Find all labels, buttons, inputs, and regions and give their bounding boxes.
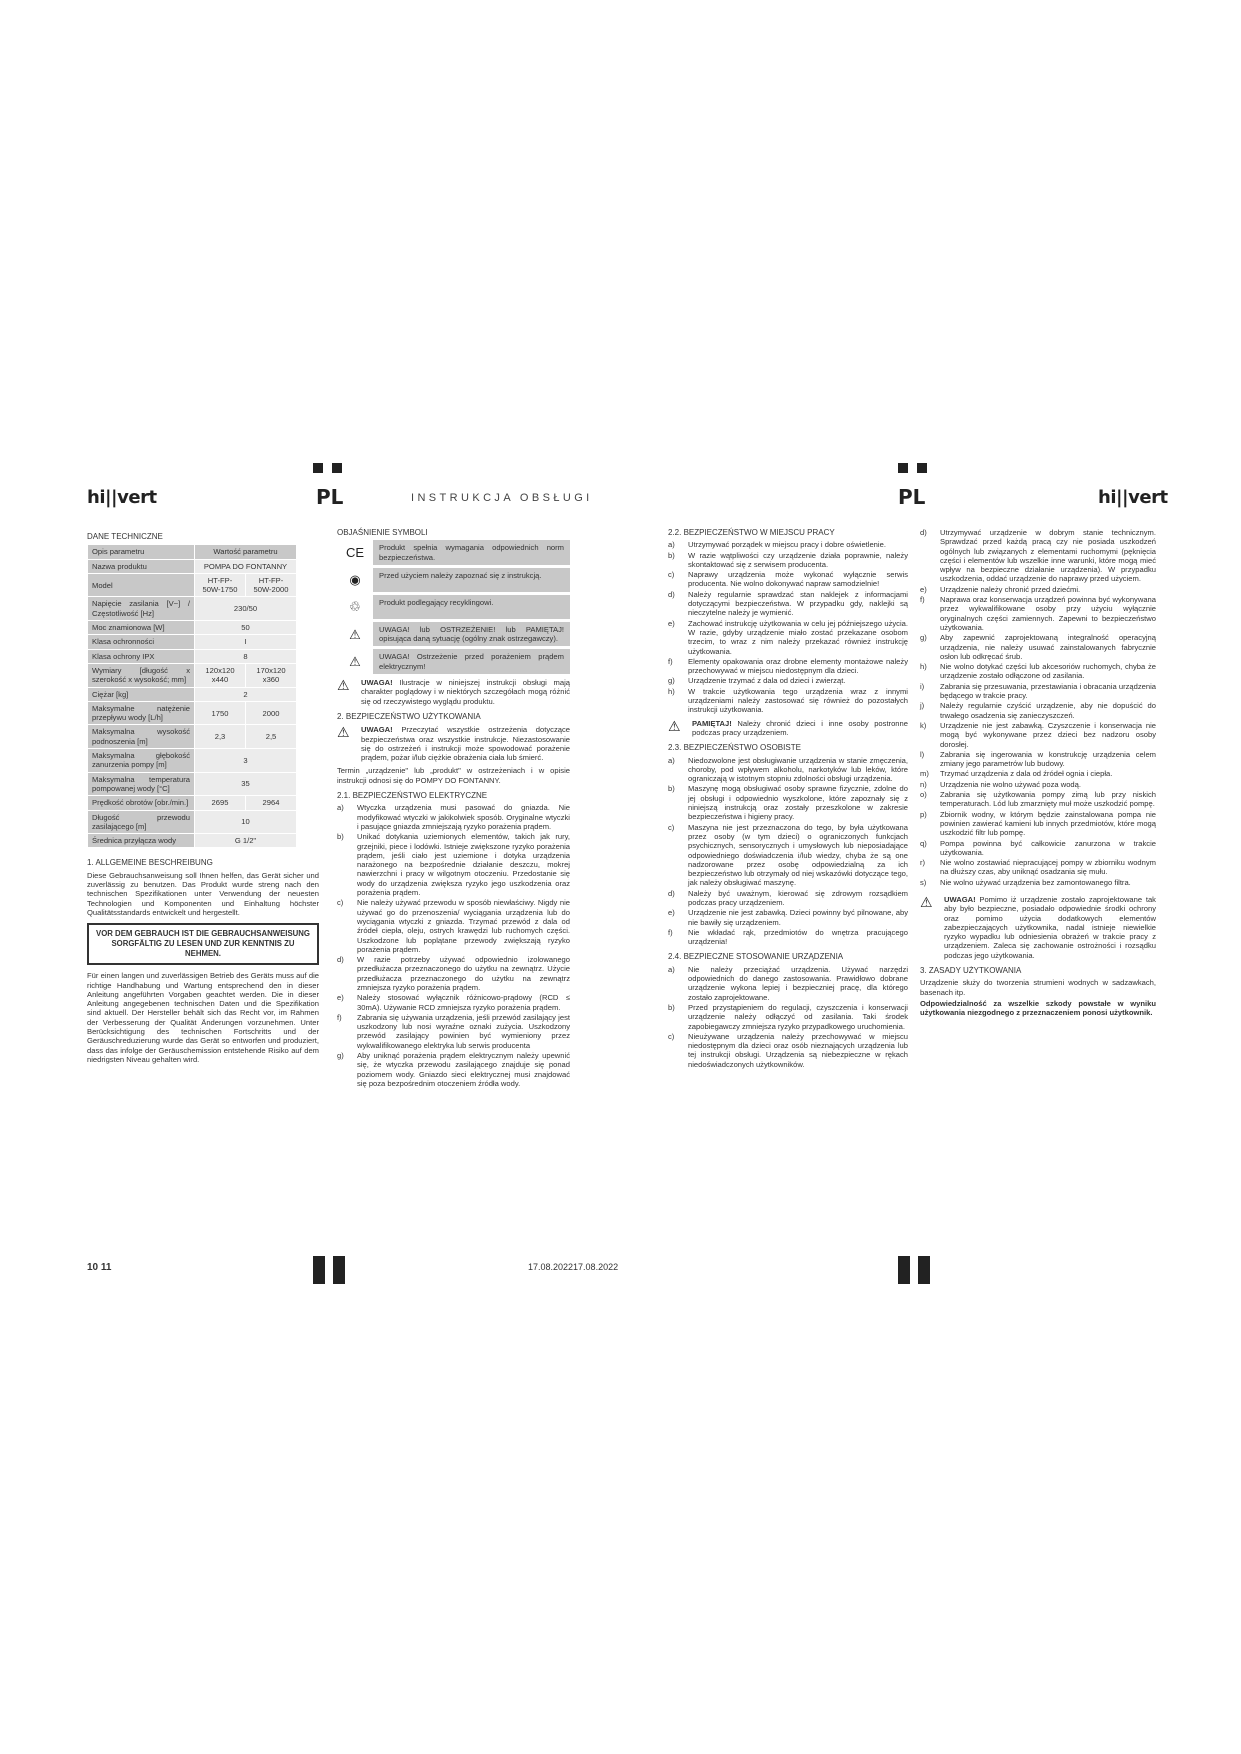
spec-row <box>88 796 297 810</box>
list-marker: n) <box>920 779 927 789</box>
remember-note <box>668 719 908 738</box>
symbol-text: Przed użyciem należy zapoznać się z instrukcją. <box>373 568 570 592</box>
list-item <box>920 682 1156 701</box>
list-item <box>668 1003 908 1031</box>
list-item <box>920 878 1156 887</box>
list-text: W razie wątpliwości czy urządzenie działa poprawnie, należy skontaktować się z serwisem producenta. <box>688 550 908 569</box>
list-item <box>668 570 908 589</box>
spec-value: HT-FP-50W-1750 <box>195 573 246 597</box>
list-marker: a) <box>668 755 675 765</box>
list-marker: g) <box>920 633 927 643</box>
symbol-icon: ◉ <box>349 572 361 588</box>
list-marker: o) <box>920 790 927 800</box>
list-text: Urządzenia nie wolno używać poza wodą. <box>940 779 1081 789</box>
spec-row <box>88 649 297 663</box>
spec-param: Klasa ochrony IPX <box>88 649 195 663</box>
list-marker: b) <box>337 832 344 842</box>
spec-header-value: Wartość parametru <box>195 545 297 559</box>
de-warning-box: VOR DEM GEBRAUCH IST DIE GEBRAUCHSANWEISUNG SORGFÄLTIG ZU LESEN UND ZUR KENNTNIS ZU NEHMEN. <box>87 923 319 965</box>
symbol-list <box>337 540 570 674</box>
spec-value: 170x120 x360 <box>246 663 297 687</box>
list-item <box>668 1032 908 1069</box>
list-marker: g) <box>668 676 675 686</box>
list-text: W trakcie użytkowania tego urządzenia wraz z innymi urządzeniami należy zastosować się również do pozostałych instrukcji użytkowania. <box>688 686 908 715</box>
list-marker: d) <box>668 888 675 898</box>
spec-value: 2,3 <box>195 725 246 749</box>
list-marker: f) <box>668 656 673 666</box>
list-marker: r) <box>920 858 926 868</box>
list-item <box>337 1013 570 1050</box>
illustration-warning <box>337 678 570 706</box>
list-item <box>668 889 908 908</box>
symbol-row <box>337 622 570 647</box>
footer-bar <box>333 1256 345 1284</box>
de-paragraph-1: Diese Gebrauchsanweisung soll Ihnen helfen, das Gerät sicher und zuverlässig zu benutzen. Das Produkt wurde streng nach den technischen Spezifikationen unter Verwendung der neuesten Technologien und Komponenten und Einhaltung höchster Qualitätsstandards entwickelt und hergestellt. <box>87 870 319 917</box>
list-text: Należy być uważnym, kierować się zdrowym rozsądkiem podczas pracy urządzeniem. <box>688 888 908 907</box>
spec-value: 2000 <box>246 701 297 725</box>
list-marker: e) <box>668 908 675 918</box>
list-marker: i) <box>920 681 925 691</box>
list-text: Nie wolno dotykać części lub akcesoriów ruchomych, chyba że urządzenie zostało odłączone od zasilania. <box>940 662 1156 681</box>
spec-row <box>88 597 297 621</box>
list-text: Aby uniknąć porażenia prądem elektrycznym należy upewnić się, że wtyczka przewodu zasilającego znajduje się ponad poziomem wody. Gniazdo sieci elektrycznej musi znajdować się poza bezpośrednim otoczeniem źródła wody. <box>357 1051 570 1088</box>
list-text: Nie należy używać przewodu w sposób niewłaściwy. Nigdy nie używać go do przenoszenia/ wyciągania urządzenia lub do wyciągania wtyczki z gniazda. Trzymać przewód z dala od źródeł ciepła, oleju, ostrych krawędzi lub ruchomych części. Uszkodzone lub poplątane przewody zwiększają ryzyko porażenia prądem. <box>357 898 570 954</box>
column-4 <box>920 528 1156 1020</box>
section-title-personal: 2.3. BEZPIECZEŃSTWO OSOBISTE <box>668 743 801 753</box>
spec-value: 2964 <box>246 796 297 810</box>
spec-param: Maksymalne natężenie przepływu wody [L/h] <box>88 701 195 725</box>
list-item <box>668 965 908 1002</box>
list-marker: a) <box>668 540 675 550</box>
list-item <box>920 769 1156 778</box>
symbol-icon: ⚠ <box>349 626 361 642</box>
list-marker: q) <box>920 838 927 848</box>
list-marker: a) <box>668 964 675 974</box>
list-text: Nieużywane urządzenia należy przechowywać w miejscu niedostępnym dla dzieci oraz osób nieznających urządzenia lub tej instrukcji obsługi. Urządzenia są niebezpieczne w rękach niedoświadczonych użytkowników. <box>688 1031 908 1069</box>
illustration-warning-text: UWAGA! Ilustracje w niniejszej instrukcji obsługi mają charakter poglądowy i w niektórych szczegółach mogą różnić się od rzeczywistego wyglądu produktu. <box>361 678 570 706</box>
spec-row <box>88 559 297 573</box>
section-title-symbols: OBJAŚNIENIE SYMBOLI <box>337 528 428 537</box>
list-text: Należy regularnie sprawdzać stan naklejek z informacjami dotyczącymi bezpieczeństwa. W przypadku gdy, naklejki są nieczytelne należy je wymienić. <box>688 589 908 618</box>
corner-square <box>313 463 323 473</box>
list-text: Zabrania się ingerowania w konstrukcję urządzenia celem zmiany jego parametrów lub budowy. <box>940 749 1156 769</box>
list-marker: e) <box>337 993 344 1003</box>
list-item <box>920 780 1156 789</box>
list-marker: e) <box>920 584 927 594</box>
footer-bar <box>898 1256 910 1284</box>
spec-param: Maksymalna temperatura pompowanej wody [°C] <box>88 772 195 796</box>
list-text: Unikać dotykania uziemionych elementów, takich jak rury, grzejniki, piece i lodówki. Istnieje zwiększone ryzyko porażenia prądem, jeśli ciało jest uziemione i dotyka urządzenia narażonego na bezpośrednie działanie deszczu, mokrej nawierzchni i pracy w wilgotnym otoczeniu. Przedostanie się wody do urządzenia zwiększa ryzyko jego uszkodzenia oraz porażenia prądem. <box>357 832 570 898</box>
list-item <box>920 662 1156 681</box>
list-marker: b) <box>668 784 675 794</box>
list-item <box>920 790 1156 809</box>
spec-param: Ciężar [kg] <box>88 687 195 701</box>
spec-header-row <box>88 545 297 559</box>
de-paragraph-2: Für einen langen und zuverlässigen Betrieb des Geräts muss auf die richtige Handhabung und Wartung entsprechend den in dieser Anleitung angeführten Vorgaben geachtet werden. Die in dieser Anleitung angegebenen technischen Daten und die Spezifikation sind aktuell. Der Hersteller behält sich das Recht vor, im Rahmen der Verbesserung der Qualität Änderungen vorzunehmen. Unter Berücksichtigung des technischen Fortschritts und der Geräuschreduzierung wurde das Gerät so entworfen und produziert, dass das infolge der Geräuschemission entstehende Risiko auf dem niedrigsten Niveau gehalten wird. <box>87 971 319 1064</box>
list-text: Zabrania się używania urządzenia, jeśli przewód zasilający jest uszkodzony lub nosi wyraźne oznaki zużycia. Uszkodzony przewód zasilający powinien być wymieniony przez wykwalifikowanego elektryka lub serwis producenta <box>357 1012 570 1050</box>
list-marker: f) <box>337 1012 342 1022</box>
list-marker: k) <box>920 720 927 730</box>
spec-param: Maksymalna wysokość podnoszenia [m] <box>88 725 195 749</box>
list-item <box>920 839 1156 858</box>
personal-safety-list <box>668 756 908 947</box>
corner-square <box>898 463 908 473</box>
list-item <box>920 633 1156 661</box>
list-marker: j) <box>920 701 925 711</box>
corner-square <box>332 463 342 473</box>
list-item <box>668 908 908 927</box>
spec-param: Napięcie zasilania [V~] / Częstotliwość [Hz] <box>88 597 195 621</box>
footer-bar <box>918 1256 930 1284</box>
spec-row <box>88 749 297 773</box>
list-item <box>668 687 908 715</box>
list-text: Pompa powinna być całkowicie zanurzona w trakcie użytkowania. <box>940 838 1156 857</box>
column-3 <box>668 528 908 1070</box>
symbol-icon: ⚠ <box>349 654 361 670</box>
list-text: Maszynę mogą obsługiwać osoby sprawne fizycznie, zdolne do jej obsługi i odpowiednio wyszkolone, które zapoznały się z niniejszą instrukcją oraz zostały przeszkolone w zakresie bezpieczeństwa i higieny pracy. <box>688 784 908 822</box>
brand-logo-left: hi||vert <box>87 487 157 508</box>
list-item <box>920 721 1156 749</box>
list-item <box>668 540 908 549</box>
list-item <box>668 784 908 821</box>
warning-icon: ⚠ <box>337 677 350 694</box>
device-use-list-continued <box>920 528 1156 887</box>
list-text: Zachować instrukcję użytkowania w celu jej późniejszego użycia. W razie, gdyby urządzenie miało zostać przekazane osobom trzecim, to wraz z nim należy przekazać również instrukcję użytkowania. <box>688 618 908 656</box>
spec-value: 3 <box>195 749 297 773</box>
list-item <box>920 858 1156 877</box>
list-marker: f) <box>668 927 673 937</box>
spec-row <box>88 725 297 749</box>
list-item <box>668 619 908 656</box>
list-item <box>668 657 908 676</box>
list-item <box>920 701 1156 720</box>
device-use-list <box>668 965 908 1069</box>
symbol-row <box>337 568 570 592</box>
spec-value: 8 <box>195 649 297 663</box>
print-date: 17.08.202217.08.2022 <box>528 1262 619 1272</box>
spec-row <box>88 573 297 597</box>
spec-row <box>88 701 297 725</box>
list-text: Aby zapewnić zaprojektowaną integralność operacyjną urządzenia, nie należy usuwać zainstalowanych fabrycznie osłon lub odkręcać śrub. <box>940 633 1156 661</box>
list-text: Nie wolno używać urządzenia bez zamontowanego filtra. <box>940 877 1131 887</box>
list-item <box>668 551 908 570</box>
spec-param: Maksymalna głębokość zanurzenia pompy [m] <box>88 749 195 773</box>
spec-header-param: Opis parametru <box>88 545 195 559</box>
symbol-row <box>337 540 570 565</box>
list-marker: a) <box>337 803 344 813</box>
list-marker: s) <box>920 877 927 887</box>
list-text: Urządzenie należy chronić przed dziećmi. <box>940 584 1081 594</box>
spec-param: Klasa ochronności <box>88 635 195 649</box>
spec-param: Prędkość obrotów [obr./min.] <box>88 796 195 810</box>
spec-value: G 1/2" <box>195 834 297 848</box>
section-title-usage-rules: 3. ZASADY UŻYTKOWANIA <box>920 966 1022 976</box>
list-text: Przed przystąpieniem do regulacji, czyszczenia i konserwacji urządzenie należy odłączyć od zasilania. Taki środek zapobiegawczy zmniejsza ryzyko przypadkowego uruchomienia. <box>688 1002 908 1031</box>
list-marker: b) <box>668 550 675 560</box>
corner-square <box>917 463 927 473</box>
spec-value: 230/50 <box>195 597 297 621</box>
symbol-row <box>337 595 570 619</box>
column-2 <box>337 528 570 1089</box>
spec-row <box>88 663 297 687</box>
list-text: Urządzenie trzymać z dala od dzieci i zwierząt. <box>688 676 846 686</box>
spec-param: Model <box>88 573 195 597</box>
list-text: Naprawy urządzenia może wykonać wyłącznie serwis producenta. Nie wolno dokonywać napraw samodzielnie! <box>688 570 908 589</box>
list-item <box>337 898 570 954</box>
list-marker: c) <box>668 570 675 580</box>
language-code-left: PL <box>316 485 344 509</box>
spec-table <box>87 544 297 848</box>
list-text: Zbiornik wodny, w którym będzie zainstalowana pompa nie powinien zawierać kamieni lub innych przedmiotów, które mogą uszkodzić filtr lub pompę. <box>940 809 1156 838</box>
list-text: Zabrania się przesuwania, przestawiania i obracania urządzenia będącego w trakcie pracy. <box>940 681 1156 701</box>
spec-param: Nazwa produktu <box>88 559 195 573</box>
list-item <box>920 528 1156 584</box>
section-title-electrical: 2.1. BEZPIECZEŃSTWO ELEKTRYCZNE <box>337 791 488 801</box>
list-item <box>920 810 1156 838</box>
brand-logo-right: hi||vert <box>1098 487 1168 508</box>
remember-note-text: PAMIĘTAJ! Należy chronić dzieci i inne osoby postronne podczas pracy urządzeniem. <box>692 718 908 737</box>
list-item <box>668 676 908 685</box>
list-marker: b) <box>668 1002 675 1012</box>
list-text: Elementy opakowania oraz drobne elementy montażowe należy przechowywać w miejscu niedostępnym dla dzieci. <box>688 656 908 676</box>
list-marker: c) <box>668 822 675 832</box>
list-marker: p) <box>920 809 927 819</box>
list-text: Nie należy przeciążać urządzenia. Używać narzędzi odpowiednich do danego zastosowania. Prawidłowo dobrane urządzenie wykona lepiej i bezpieczniej pracę, dla którego zostało zaprojektowane. <box>688 964 908 1002</box>
list-item <box>668 823 908 888</box>
list-text: W razie potrzeby używać odpowiednio izolowanego przedłużacza przeznaczonego do użytku na zewnątrz. Użycie przedłużacza przeznaczonego do użytku na zewnątrz zmniejsza ryzyko porażenia prądem. <box>357 955 570 992</box>
list-item <box>668 928 908 947</box>
spec-row <box>88 635 297 649</box>
list-text: Wtyczka urządzenia musi pasować do gniazda. Nie modyfikować wtyczki w jakikolwiek sposób. Oryginalne wtyczki i pasujące gniazda zmniejszają ryzyko porażenia prądem. <box>357 803 570 831</box>
list-text: Utrzymywać urządzenie w dobrym stanie technicznym. Sprawdzać przed każdą pracą czy nie posiada uszkodzeń ogólnych lub związanych z elementami ruchomymi (pęknięcia części i elementów lub wszelkie inne warunki, które mogą mieć wpływ na bezpieczne działanie urządzenia). W przypadku uszkodzenia, oddać urządzenie do naprawy przed użyciem. <box>940 528 1156 584</box>
warning-icon: ⚠ <box>337 724 350 741</box>
list-item <box>337 993 570 1012</box>
symbol-icon: ♲ <box>349 599 361 615</box>
list-marker: d) <box>337 955 344 965</box>
spec-param: Wymiary [długość x szerokość x wysokość; mm] <box>88 663 195 687</box>
list-item <box>337 955 570 992</box>
symbol-text: UWAGA! Ostrzeżenie przed porażeniem prądem elektrycznym! <box>373 649 570 674</box>
section-title-specs: DANE TECHNICZNE <box>87 532 163 541</box>
section-title-device-use: 2.4. BEZPIECZNE STOSOWANIE URZĄDZENIA <box>668 952 844 962</box>
electrical-safety-list <box>337 803 570 1088</box>
list-item <box>920 750 1156 769</box>
section-title-usage-safety: 2. BEZPIECZEŃSTWO UŻYTKOWANIA <box>337 711 481 721</box>
spec-value: I <box>195 635 297 649</box>
spec-param: Moc znamionowa [W] <box>88 621 195 635</box>
spec-row <box>88 834 297 848</box>
spec-value: 2 <box>195 687 297 701</box>
spec-value: 50 <box>195 621 297 635</box>
list-item <box>920 585 1156 594</box>
list-marker: m) <box>920 769 929 779</box>
list-item <box>668 756 908 784</box>
symbol-row <box>337 649 570 674</box>
usage-rules-text: Urządzenie służy do tworzenia strumieni wodnych w sadzawkach, basenach itp. <box>920 978 1156 997</box>
spec-value: 120x120 x440 <box>195 663 246 687</box>
term-definition: Termin „urządzenie" lub „produkt" w ostrzeżeniach i w opisie instrukcji odnosi się do POMPY DO FONTANNY. <box>337 766 570 785</box>
list-text: Urządzenie nie jest zabawką. Dzieci powinny być pilnowane, aby nie bawiły się urządzeniem. <box>688 908 908 927</box>
usage-warning <box>337 725 570 762</box>
list-text: Trzymać urządzenia z dala od źródeł ognia i ciepła. <box>940 769 1113 779</box>
list-item <box>337 1051 570 1088</box>
list-marker: c) <box>668 1031 675 1041</box>
usage-warning-text: UWAGA! Przeczytać wszystkie ostrzeżenia dotyczące bezpieczeństwa oraz wszystkie instrukcje. Niezastosowanie się do ostrzeżeń i instrukcji może spowodować porażenie prądem, pożar i/lub ciężkie obrażenia ciała lub śmierć. <box>361 725 570 763</box>
spec-value: 2695 <box>195 796 246 810</box>
list-item <box>337 832 570 897</box>
residual-risk-warning-text: UWAGA! Pomimo iż urządzenie zostało zaprojektowane tak aby było bezpieczne, posiadało odpowiednie środki ochrony oraz pomimo użycia dodatkowych elementów zabezpieczających użytkownika, nadal istnieje niewielkie ryzyko wypadku lub odniesienia obrażeń w trakcie pracy z urządzeniem. Zaleca się zachowanie ostrożności i rozsądku podczas jego użytkowania. <box>944 894 1156 960</box>
list-text: Maszyna nie jest przeznaczona do tego, by była użytkowana przez osoby (w tym dzieci) o ograniczonych funkcjach psychicznych, sensorycznych i umysłowych lub nieposiadające odpowiedniego doświadczenia i/lub wiedzy, chyba że są one nadzorowane przez osobę odpowiedzialną za ich bezpieczeństwo lub otrzymały od niej wskazówki dotyczące tego, jak należy obsługiwać maszynę. <box>688 822 908 888</box>
symbol-text: Produkt spełnia wymagania odpowiednich norm bezpieczeństwa. <box>373 540 570 565</box>
section-title-workplace: 2.2. BEZPIECZEŃSTWO W MIEJSCU PRACY <box>668 528 835 537</box>
list-text: Naprawa oraz konserwacja urządzeń powinna być wykonywana przez wykwalifikowane osoby przy użyciu wyłącznie oryginalnych części zamiennych. Zapewni to bezpieczeństwo użytkowania. <box>940 595 1156 632</box>
page-numbers: 10 11 <box>87 1262 112 1273</box>
list-item <box>337 803 570 831</box>
spec-value: 1750 <box>195 701 246 725</box>
list-marker: c) <box>337 898 344 908</box>
symbol-icon: CE <box>345 544 365 560</box>
list-item <box>668 590 908 618</box>
list-marker: e) <box>668 618 675 628</box>
warning-icon: ⚠ <box>668 717 681 734</box>
footer-bar <box>313 1256 325 1284</box>
list-marker: l) <box>920 749 925 759</box>
list-text: Nie wkładać rąk, przedmiotów do wnętrza pracującego urządzenia! <box>688 927 908 947</box>
running-header: INSTRUKCJA OBSŁUGI <box>411 492 593 504</box>
spec-row <box>88 810 297 834</box>
warning-icon: ⚠ <box>920 893 933 910</box>
list-text: Niedozwolone jest obsługiwanie urządzenia w stanie zmęczenia, choroby, pod wpływem alkoholu, narkotyków lub leków, które ograniczają w istotnym stopniu zdolności obsługi urządzenia. <box>688 755 908 784</box>
spec-row <box>88 687 297 701</box>
list-marker: f) <box>920 595 925 605</box>
list-marker: h) <box>668 686 675 696</box>
liability-text: Odpowiedzialność za wszelkie szkody powstałe w wyniku użytkowania niezgodnego z przeznaczeniem ponosi użytkownik. <box>920 998 1156 1018</box>
spec-value: POMPA DO FONTANNY <box>195 559 297 573</box>
spec-value: 2,5 <box>246 725 297 749</box>
list-marker: d) <box>668 589 675 599</box>
symbol-text: UWAGA! lub OSTRZEŻENIE! lub PAMIĘTAJ! opisująca daną sytuację (ogólny znak ostrzegawczy). <box>373 622 570 647</box>
spec-row <box>88 621 297 635</box>
list-marker: h) <box>920 662 927 672</box>
list-text: Należy regularnie czyścić urządzenie, aby nie dopuścić do trwałego osadzenia się zanieczyszczeń. <box>940 701 1156 720</box>
symbol-text: Produkt podlegający recyklingowi. <box>373 595 570 619</box>
list-item <box>920 595 1156 632</box>
list-marker: d) <box>920 528 927 537</box>
list-text: Nie wolno zostawiać niepracującej pompy w zbiorniku wodnym na dłuższy czas, aby uniknąć osadzania się mułu. <box>940 858 1156 877</box>
list-marker: g) <box>337 1051 344 1061</box>
spec-row <box>88 772 297 796</box>
list-text: Zabrania się użytkowania pompy zimą lub przy niskich temperaturach. Lód lub zmarznięty muł może uszkodzić pompę. <box>940 790 1156 809</box>
spec-value: 10 <box>195 810 297 834</box>
residual-risk-warning <box>920 895 1156 960</box>
list-text: Utrzymywać porządek w miejscu pracy i dobre oświetlenie. <box>688 540 886 550</box>
list-text: Urządzenie nie jest zabawką. Czyszczenie i konserwacja nie mogą być wykonywane przez dzieci bez nadzoru osoby dorosłej. <box>940 720 1156 749</box>
column-1 <box>87 532 319 1066</box>
spec-param: Średnica przyłącza wody <box>88 834 195 848</box>
language-code-right: PL <box>898 485 926 509</box>
spec-param: Długość przewodu zasilającego [m] <box>88 810 195 834</box>
list-text: Należy stosować wyłącznik różnicowo-prądowy (RCD ≤ 30mA). Używanie RCD zmniejsza ryzyko porażenia prądem. <box>357 993 570 1012</box>
section-title-de: 1. ALLGEMEINE BESCHREIBUNG <box>87 858 213 868</box>
spec-value: 35 <box>195 772 297 796</box>
workplace-safety-list <box>668 540 908 714</box>
spec-value: HT-FP-50W-2000 <box>246 573 297 597</box>
